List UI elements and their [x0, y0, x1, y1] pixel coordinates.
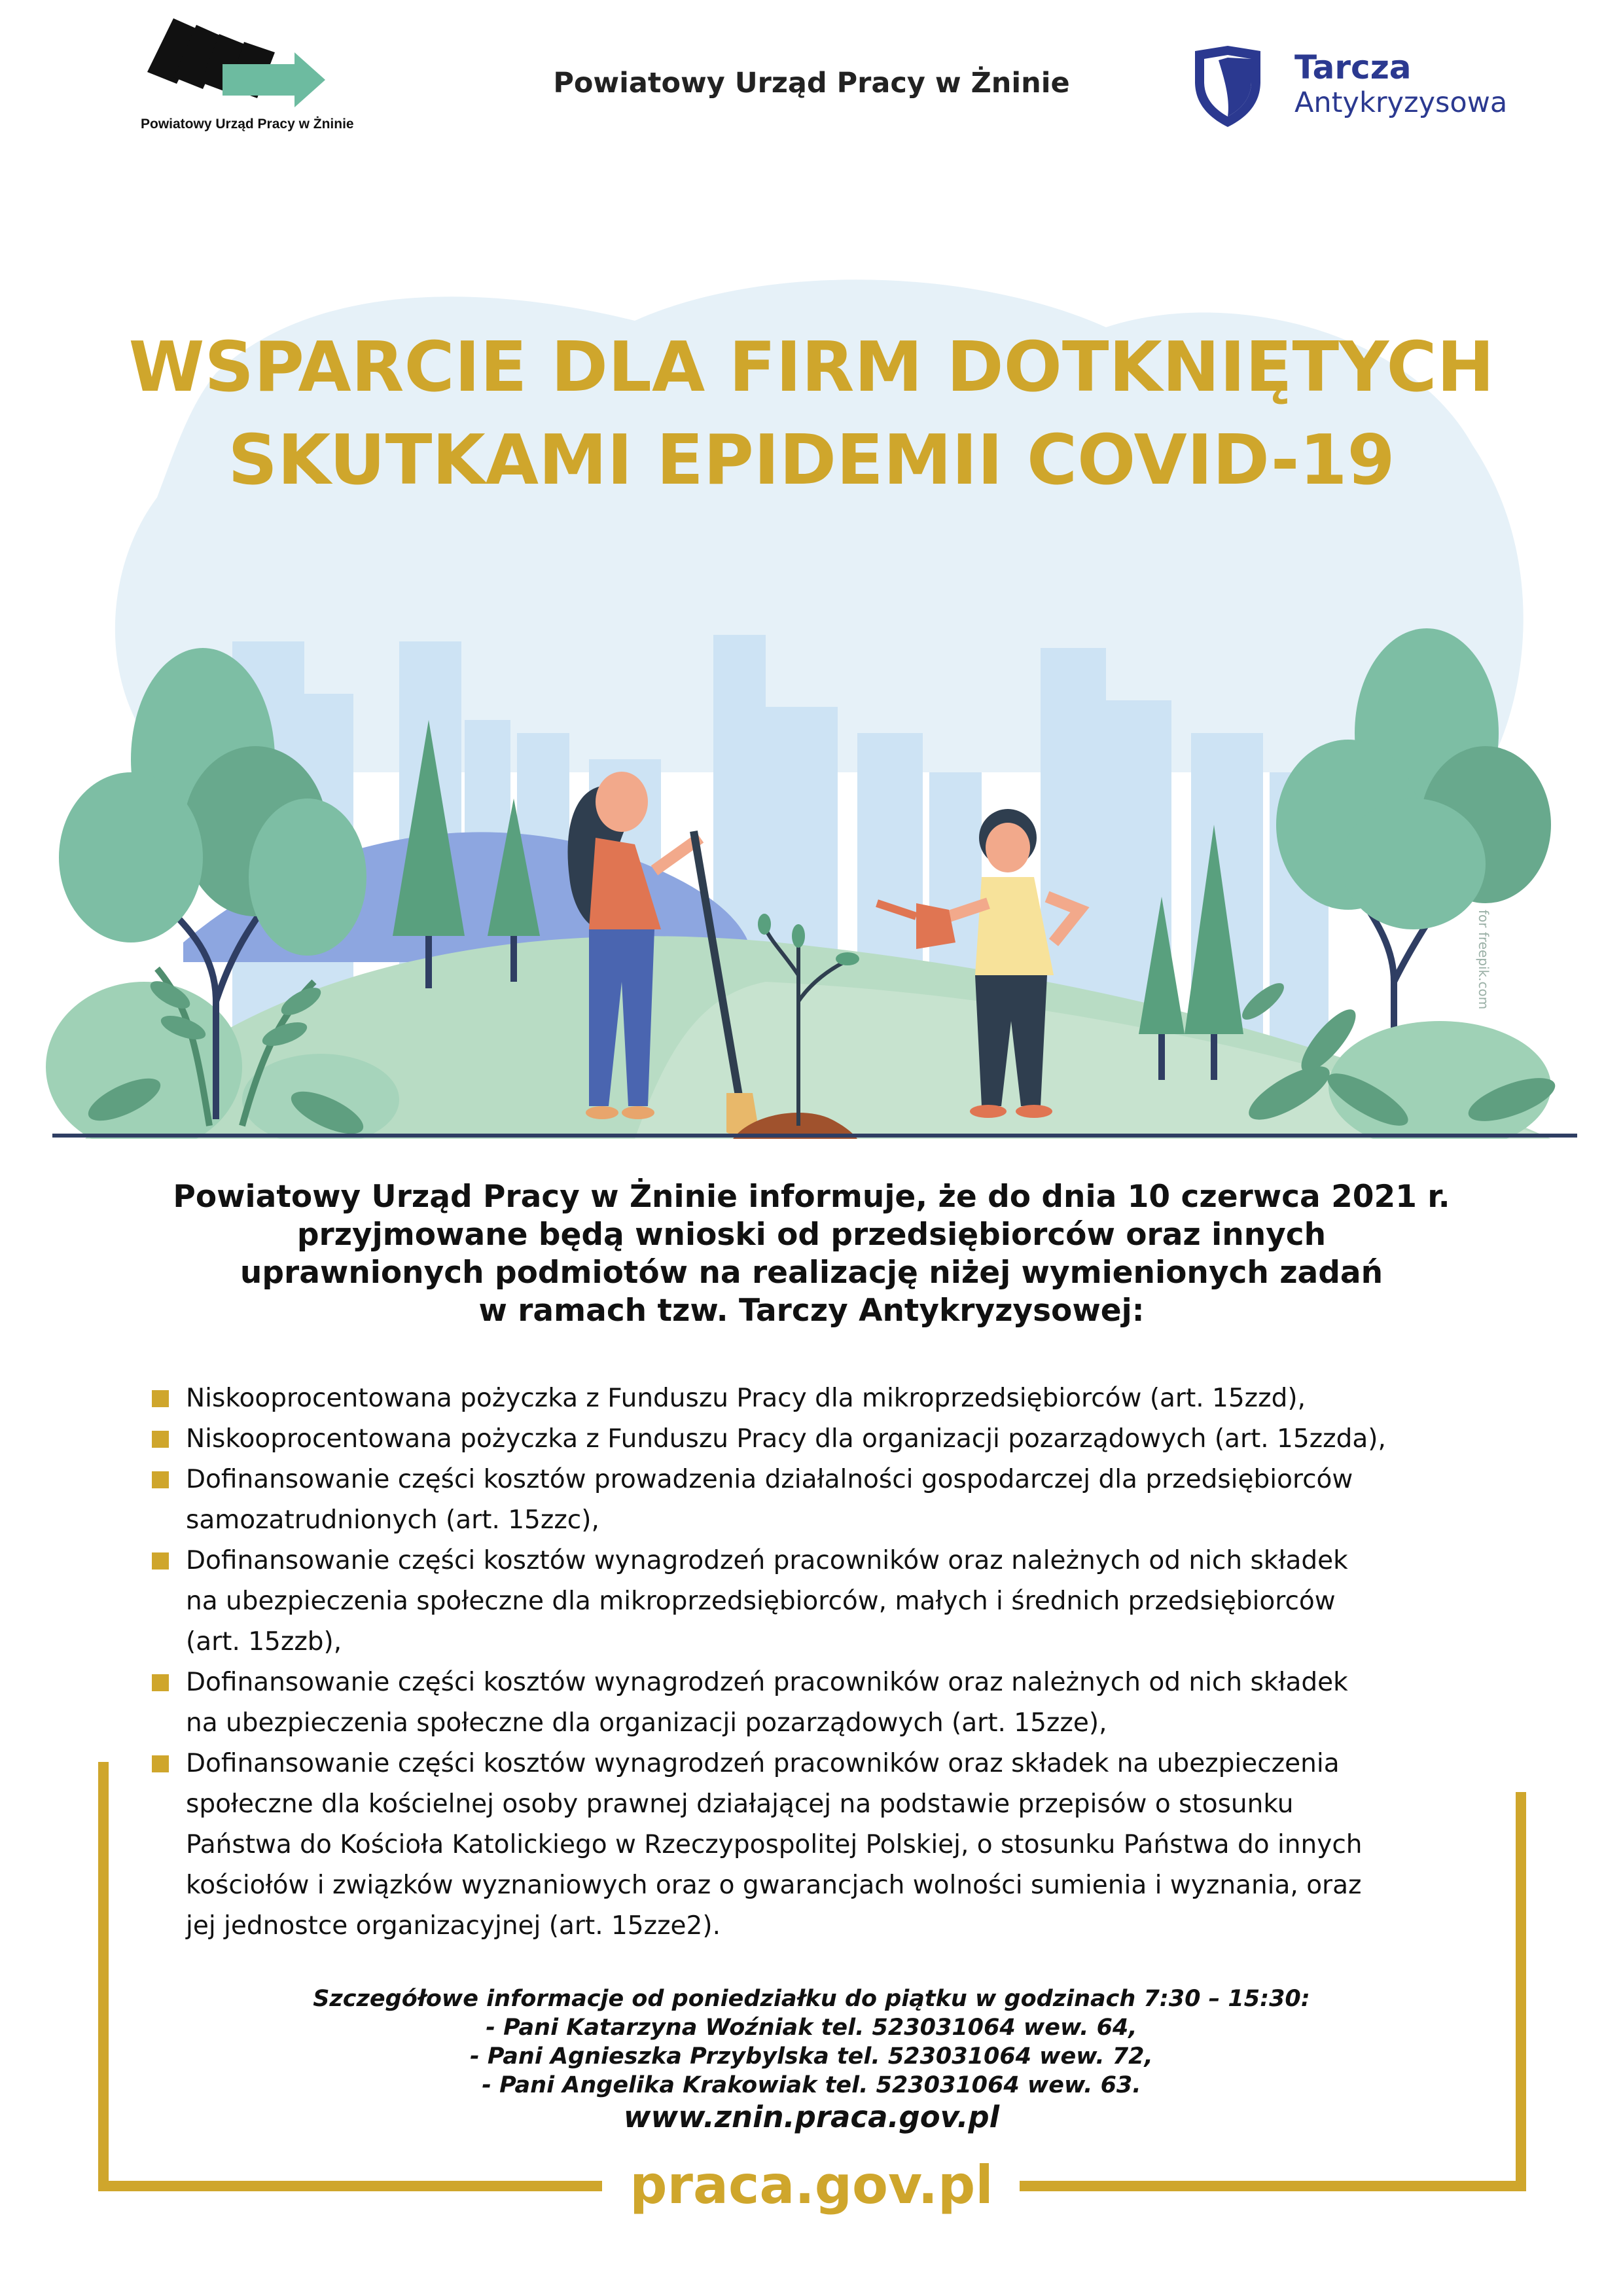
list-item-text: jej jednostce organizacyjnej (art. 15zze2).: [186, 1911, 721, 1941]
shield-icon: [1190, 46, 1281, 131]
list-item: [152, 1378, 1526, 1419]
intro-line: przyjmowane będą wnioski od przedsiębiorców oraz innych: [296, 1217, 1327, 1253]
pup-logo-caption: Powiatowy Urząd Pracy w Żninie: [141, 117, 354, 132]
list-item: [152, 1662, 1526, 1744]
list-item: [152, 1744, 1526, 1946]
square-bullet-icon: [152, 1471, 169, 1488]
office-title: Powiatowy Urząd Pracy w Żninie: [553, 67, 1070, 99]
list-item-text: społeczne dla kościelnej osoby prawnej działającej na podstawie przepisów o stosunku: [186, 1789, 1294, 1819]
contact-person: - Pani Angelika Krakowiak tel. 523031064 wew. 63.: [482, 2072, 1141, 2098]
contact-person: - Pani Katarzyna Woźniak tel. 523031064 wew. 64,: [486, 2015, 1137, 2041]
intro-line: uprawnionych podmiotów na realizację niżej wymienionych zadań: [240, 1255, 1383, 1291]
list-item-text: kościołów i związków wyznaniowych oraz o gwarancjach wolności sumienia i wyznania, oraz: [186, 1871, 1362, 1900]
bush-right: [1329, 1021, 1551, 1139]
list-item-text: samozatrudnionych (art. 15zzc),: [186, 1505, 599, 1535]
tarcza-subtitle: Antykryzysowa: [1294, 86, 1508, 119]
illustration-credit: for freepik.com: [1476, 910, 1491, 1010]
list-item-text: Dofinansowanie części kosztów prowadzenia działalności gospodarczej dla przedsiębiorców: [186, 1465, 1353, 1494]
square-bullet-icon: [152, 1431, 169, 1448]
pup-logo-graphic: [141, 12, 337, 117]
pup-logo: [141, 12, 354, 143]
tarcza-name: Tarcza: [1294, 48, 1412, 86]
intro-line: Powiatowy Urząd Pracy w Żninie informuje, że do dnia 10 czerwca 2021 r.: [173, 1179, 1450, 1215]
square-bullet-icon: [152, 1755, 169, 1772]
contact-block: [196, 1984, 1427, 2100]
list-item: [152, 1460, 1526, 1541]
list-item-text: Niskooprocentowana pożyczka z Funduszu Pracy dla organizacji pozarządowych (art. 15zzda),: [186, 1424, 1386, 1454]
list-item-text: Państwa do Kościoła Katolickiego w Rzeczypospolitej Polskiej, o stosunku Państwa do innych: [186, 1830, 1363, 1859]
list-item: [152, 1419, 1526, 1460]
list-item: [152, 1541, 1526, 1662]
website-link[interactable]: www.znin.praca.gov.pl: [623, 2100, 1000, 2134]
square-bullet-icon: [152, 1674, 169, 1691]
intro-paragraph: [98, 1178, 1525, 1330]
list-item-text: Niskooprocentowana pożyczka z Funduszu Pracy dla mikroprzedsiębiorców (art. 15zzd),: [186, 1384, 1306, 1413]
list-item-text: (art. 15zzb),: [186, 1627, 342, 1657]
task-list: [152, 1378, 1526, 1946]
list-item-text: na ubezpieczenia społeczne dla mikroprzedsiębiorców, małych i średnich przedsiębiorców: [186, 1587, 1336, 1616]
headline-line-1: WSPARCIE DLA FIRM DOTKNIĘTYCH: [128, 327, 1495, 407]
list-item-text: Dofinansowanie części kosztów wynagrodzeń pracowników oraz należnych od nich składek: [186, 1668, 1348, 1697]
square-bullet-icon: [152, 1390, 169, 1407]
headline-line-2: SKUTKAMI EPIDEMII COVID-19: [228, 420, 1395, 500]
intro-line: w ramach tzw. Tarczy Antykryzysowej:: [478, 1293, 1145, 1329]
footer-brand: praca.gov.pl: [630, 2155, 993, 2215]
frame-bottom-left-border: [98, 2181, 602, 2191]
frame-right-border: [1516, 1792, 1526, 2191]
frame-left-border: [98, 1762, 109, 2191]
contact-person: - Pani Agnieszka Przybylska tel. 523031064 wew. 72,: [470, 2043, 1153, 2070]
headline: [0, 321, 1623, 507]
square-bullet-icon: [152, 1552, 169, 1570]
list-item-text: na ubezpieczenia społeczne dla organizacji pozarządowych (art. 15zze),: [186, 1708, 1107, 1738]
frame-bottom-right-border: [1020, 2181, 1526, 2191]
list-item-text: Dofinansowanie części kosztów wynagrodzeń pracowników oraz należnych od nich składek: [186, 1546, 1348, 1575]
tarcza-logo: [1190, 46, 1556, 131]
contact-heading: Szczegółowe informacje od poniedziałku do piątku w godzinach 7:30 – 15:30:: [313, 1986, 1310, 2012]
list-item-text: Dofinansowanie części kosztów wynagrodzeń pracowników oraz składek na ubezpieczenia: [186, 1749, 1340, 1778]
